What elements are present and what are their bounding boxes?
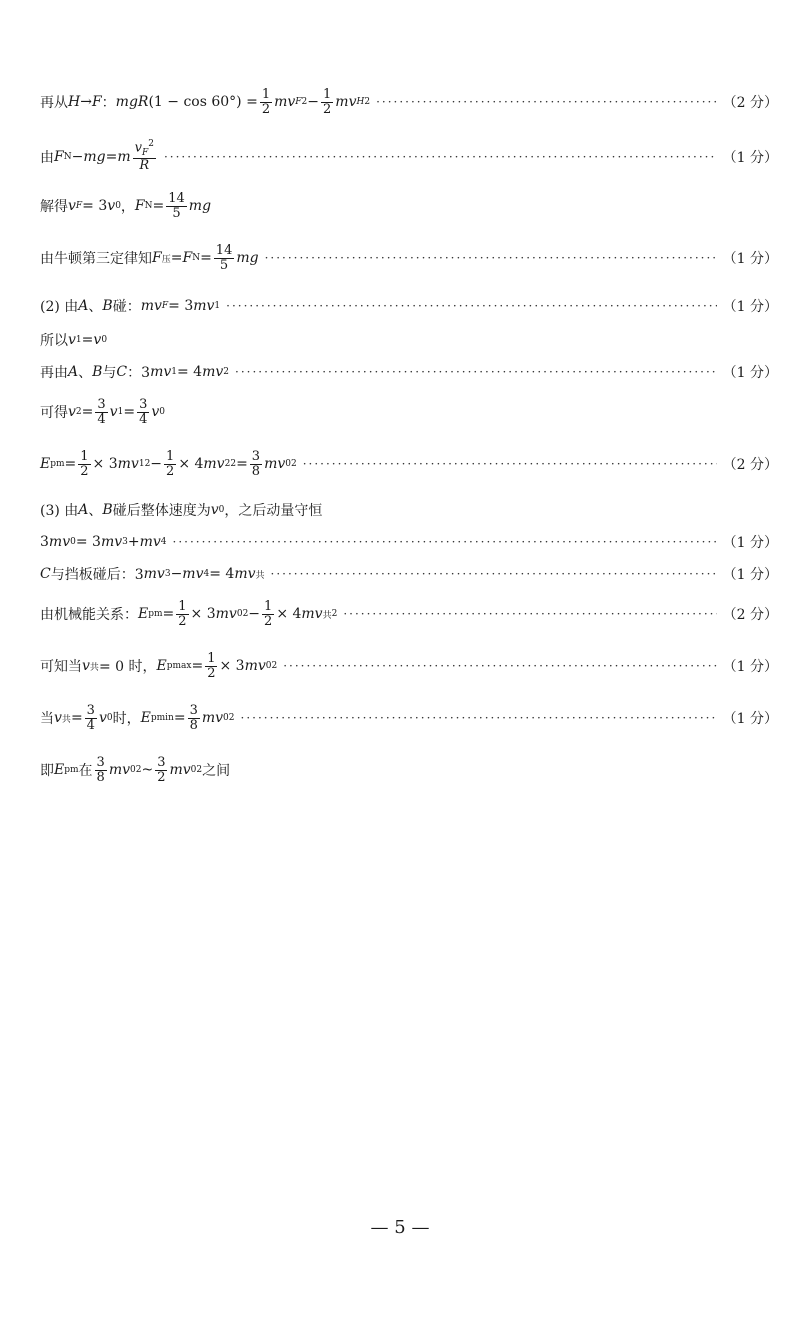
- equation: (3) 由 A 、 B 碰后整体速度为 v 0 ，之后动量守恒: [40, 502, 323, 519]
- score-label: （1 分）: [722, 251, 778, 268]
- solution-line-12: [40, 564, 778, 584]
- dot-leader: [173, 535, 717, 549]
- solution-line-15: [40, 704, 778, 732]
- solution-line-3: [40, 192, 778, 220]
- equation: 当 v 共 = $\frac{3}{4}$ v 0 时， E pmin = $\frac{3}{8}$ mv 0 2: [40, 703, 235, 733]
- solution-line-5: [40, 296, 778, 316]
- dot-leader: [241, 711, 717, 725]
- solution-line-13: [40, 600, 778, 628]
- score-label: （2 分）: [722, 607, 778, 624]
- dot-leader: [283, 659, 716, 673]
- equation: 解得 v F = 3 v 0 ， F N = $\frac{14}{5}$ mg: [40, 191, 212, 221]
- equation: 可得 v 2 = $\frac{3}{4}$ v 1 = $\frac{3}{4}$ v 0: [40, 397, 165, 427]
- page-number: — 5 —: [370, 1217, 430, 1238]
- equation: 再由 A 、 B 与 C ：3 mv 1 = 4 mv 2: [40, 364, 229, 381]
- equation: 由 F N − mg = m $\frac{v_F^2}{R}$: [40, 139, 154, 174]
- solution-line-16: [40, 756, 778, 784]
- dot-leader: [376, 95, 717, 109]
- dot-leader: [343, 607, 716, 621]
- solution-line-6: [40, 330, 778, 350]
- solution-line-14: [40, 652, 778, 680]
- score-label: （2 分）: [722, 95, 778, 112]
- solution-line-10: [40, 500, 778, 520]
- solution-line-7: [40, 362, 778, 382]
- score-label: （1 分）: [722, 535, 778, 551]
- solution-line-4: [40, 244, 778, 272]
- score-label: （1 分）: [722, 299, 778, 315]
- score-label: （1 分）: [722, 365, 778, 381]
- equation: 所以 v 1 = v 0: [40, 332, 108, 349]
- equation: (2) 由 A 、 B 碰： mv F = 3 mv 1: [40, 298, 221, 315]
- dot-leader: [235, 365, 717, 379]
- solution-line-1: [40, 88, 778, 116]
- equation: 可知当 v 共 = 0 时， E pmax = $\frac{1}{2}$ × 3 mv 0 2: [40, 651, 278, 681]
- solution-line-11: [40, 532, 778, 552]
- score-label: （1 分）: [722, 149, 778, 166]
- solution-line-8: [40, 398, 778, 426]
- score-label: （1 分）: [722, 567, 778, 583]
- dot-leader: [303, 457, 717, 471]
- dot-leader: [164, 150, 717, 164]
- dot-leader: [226, 299, 716, 313]
- equation: 由牛顿第三定律知 F 压 = F N = $\frac{14}{5}$ mg: [40, 243, 259, 273]
- solution-line-9: [40, 450, 778, 478]
- equation: 由机械能关系： E pm = $\frac{1}{2}$ × 3 mv 0 2 − $\frac{1}{2}$ × 4 mv 共 2: [40, 599, 338, 629]
- equation: 即 E pm 在 $\frac{3}{8}$ mv 0 2 ~ $\frac{3}{2}$ mv 0 2 之间: [40, 755, 231, 785]
- solution-line-2: [40, 140, 778, 173]
- equation: C 与挡板碰后：3 mv 3 − mv 4 = 4 mv 共: [40, 566, 265, 583]
- equation: E pm = $\frac{1}{2}$ × 3 mv 1 2 − $\frac{1}{2}$ × 4 mv 2 2 = $\frac{3}{8}$ mv 0 2: [40, 449, 297, 479]
- equation: 3 mv 0 = 3 mv 3 + mv 4: [40, 534, 167, 550]
- score-label: （1 分）: [722, 711, 778, 728]
- score-label: （1 分）: [722, 659, 778, 676]
- score-label: （2 分）: [722, 457, 778, 474]
- equation: 再从 H → F ： mgR (1 − cos 60°) = $\frac{1}{2}$ mv F 2 − $\frac{1}{2}$ mv H 2: [40, 87, 371, 117]
- dot-leader: [265, 251, 717, 265]
- dot-leader: [271, 567, 717, 581]
